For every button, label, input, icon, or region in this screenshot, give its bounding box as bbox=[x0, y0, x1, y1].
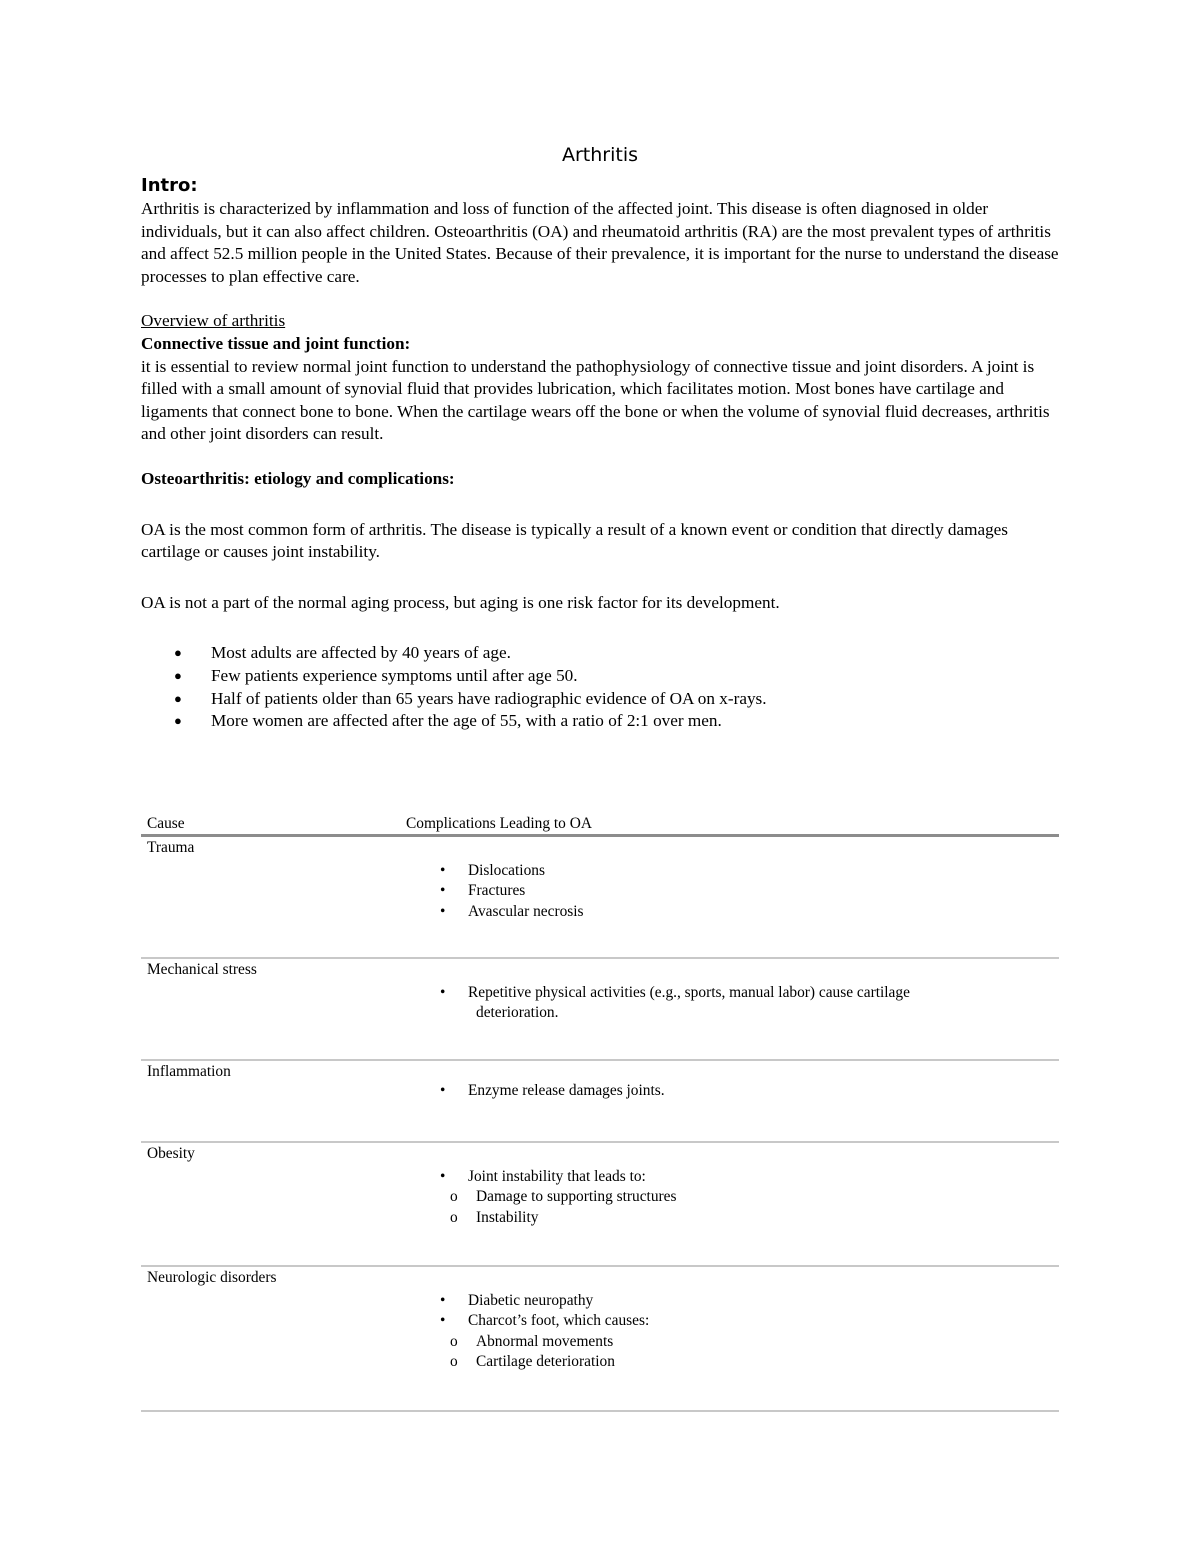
oa-bullet-list bbox=[141, 642, 1059, 732]
list-item: • Charcot’s foot, which causes: bbox=[406, 1311, 1059, 1332]
table-row bbox=[141, 1142, 1059, 1266]
list-item-line: Repetitive physical activities (e.g., sports, manual labor) cause cartilage bbox=[468, 983, 910, 1001]
complications-cell bbox=[400, 958, 1059, 1060]
table-row bbox=[141, 835, 1059, 958]
page-title: Arthritis bbox=[561, 144, 639, 166]
list-item: ● Few patients experience symptoms until after age 50. bbox=[141, 665, 1059, 688]
oa-paragraph-2: OA is not a part of the normal aging process, but aging is one risk factor for its development. bbox=[141, 592, 780, 612]
causes-table bbox=[141, 813, 1059, 1412]
table-header-row bbox=[141, 813, 1059, 836]
sub-list-item: o Damage to supporting structures bbox=[406, 1187, 1059, 1208]
intro-paragraph: Arthritis is characterized by inflammation and loss of function of the affected joint. This disease is often diagnosed in older individuals, but it can also affect children. Osteoarthritis (OA) and rheumatoid arthritis (RA) are the most prevalent types of arthritis and affect 52.5 million people in the United States. Because of their prevalence, it is important for the nurse to understand the disease processes to plan effective care. bbox=[141, 199, 1059, 286]
table-row bbox=[141, 958, 1059, 1060]
complications-cell bbox=[400, 1266, 1059, 1411]
document-content bbox=[141, 142, 1059, 1412]
list-item: • Fractures bbox=[406, 881, 1059, 902]
table-row bbox=[141, 1266, 1059, 1411]
sub-list-item: o Cartilage deterioration bbox=[406, 1352, 1059, 1373]
complications-cell bbox=[400, 835, 1059, 958]
complications-cell bbox=[400, 1060, 1059, 1142]
list-item: ● More women are affected after the age of 55, with a ratio of 2:1 over men. bbox=[141, 710, 1059, 733]
complications-cell bbox=[400, 1142, 1059, 1266]
cause-cell: Inflammation bbox=[141, 1060, 400, 1142]
cause-cell: Neurologic disorders bbox=[141, 1266, 400, 1411]
header-cause: Cause bbox=[141, 813, 400, 836]
overview-link[interactable]: Overview of arthritis bbox=[141, 311, 286, 331]
sub-list-item: o Abnormal movements bbox=[406, 1332, 1059, 1353]
osteoarthritis-heading: Osteoarthritis: etiology and complications: bbox=[141, 468, 455, 488]
intro-heading: Intro: bbox=[141, 175, 198, 196]
list-item: ● Most adults are affected by 40 years of age. bbox=[141, 642, 1059, 665]
list-item: • Dislocations bbox=[406, 861, 1059, 882]
sub-list-item: o Instability bbox=[406, 1208, 1059, 1229]
oa-paragraph-1: OA is the most common form of arthritis. The disease is typically a result of a known event or condition that directly damages cartilage or causes joint instability. bbox=[141, 519, 1008, 562]
cause-cell: Mechanical stress bbox=[141, 958, 400, 1060]
list-item: • Joint instability that leads to: bbox=[406, 1167, 1059, 1188]
header-complications: Complications Leading to OA bbox=[400, 813, 1059, 836]
list-item: • Diabetic neuropathy bbox=[406, 1291, 1059, 1312]
list-item: • Enzyme release damages joints. bbox=[406, 1081, 1059, 1102]
cause-cell: Trauma bbox=[141, 835, 400, 958]
list-item: ● Half of patients older than 65 years have radiographic evidence of OA on x-rays. bbox=[141, 688, 1059, 711]
list-item-line: deterioration. bbox=[476, 1004, 559, 1022]
cause-cell: Obesity bbox=[141, 1142, 400, 1266]
connective-tissue-heading: Connective tissue and joint function: bbox=[141, 333, 411, 353]
list-item: • Avascular necrosis bbox=[406, 902, 1059, 923]
connective-tissue-paragraph: it is essential to review normal joint function to understand the pathophysiology of connective tissue and joint disorders. A joint is filled with a small amount of synovial fluid that provides lubrication, which facilitates motion. Most bones have cartilage and ligaments that connect bone to bone. When the cartilage wears off the bone or when the volume of synovial fluid decreases, arthritis and other joint disorders can result. bbox=[141, 356, 1050, 444]
table-row bbox=[141, 1060, 1059, 1142]
list-item bbox=[406, 983, 1059, 1024]
